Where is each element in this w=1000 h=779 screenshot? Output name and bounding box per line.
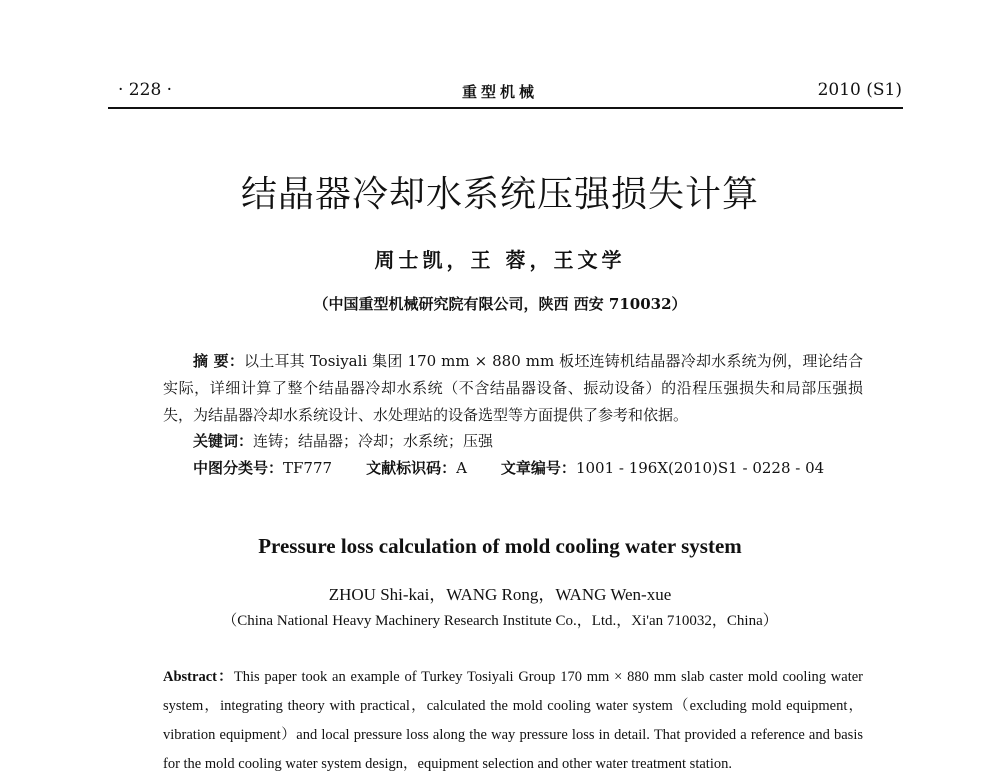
article-no-value: 1001 - 196X(2010)S1 - 0228 - 04	[575, 459, 825, 477]
article-no-label: 文章编号：	[500, 459, 576, 477]
english-abstract-label: Abstract：	[163, 669, 234, 685]
english-authors: ZHOU Shi-kai，WANG Rong，WANG Wen-xue	[328, 585, 672, 604]
doc-code-label: 文献标识码：	[366, 459, 457, 477]
journal-name: 重型机械	[461, 83, 538, 101]
clc-label: 中图分类号：	[193, 459, 284, 477]
keywords-text: 连铸；结晶器；冷却；水系统；压强	[253, 432, 494, 450]
english-abstract-text: This paper took an example of Turkey Tosiyali Group 170 mm × 880 mm slab caster mold cooling water system，integrating theory with practical，calculated the mold cooling water system（excluding mold equipment，vibration equipment）and local pressure loss along the way pressure loss in detail. That provided a reference and basis for the mold cooling water system design，equipment selection and other water treatment station.	[163, 669, 863, 772]
chinese-title: 结晶器冷却水系统压强损失计算	[240, 174, 759, 215]
clc-value: TF777	[283, 459, 333, 477]
issue-label: 2010 (S1)	[817, 80, 902, 100]
page-number: · 228 ·	[118, 80, 173, 100]
chinese-keywords	[193, 430, 493, 451]
classification-line	[193, 457, 824, 478]
header-rule	[108, 107, 903, 109]
chinese-abstract-label: 摘 要：	[193, 352, 245, 370]
chinese-abstract-text: 以土耳其 Tosiyali 集团 170 mm × 880 mm 板坯连铸机结晶器冷却水系统为例，理论结合实际，详细计算了整个结晶器冷却水系统（不含结晶器设备、振动设备）的沿程压强损失和局部压强损失，为结晶器冷却水系统设计、水处理站的设备选型等方面提供了参考和依据。	[163, 352, 863, 424]
keywords-label: 关键词：	[193, 432, 254, 450]
english-abstract	[163, 663, 863, 779]
english-affiliation: （China National Heavy Machinery Research Institute Co.，Ltd.，Xi'an 710032，China）	[222, 613, 778, 629]
chinese-abstract	[163, 348, 863, 429]
english-title: Pressure loss calculation of mold cooling water system	[258, 534, 742, 558]
chinese-affiliation: （中国重型机械研究院有限公司，陕西 西安 710032）	[313, 295, 687, 313]
doc-code-value: A	[456, 459, 467, 477]
chinese-authors: 周士凯，王 蓉，王文学	[374, 248, 626, 272]
